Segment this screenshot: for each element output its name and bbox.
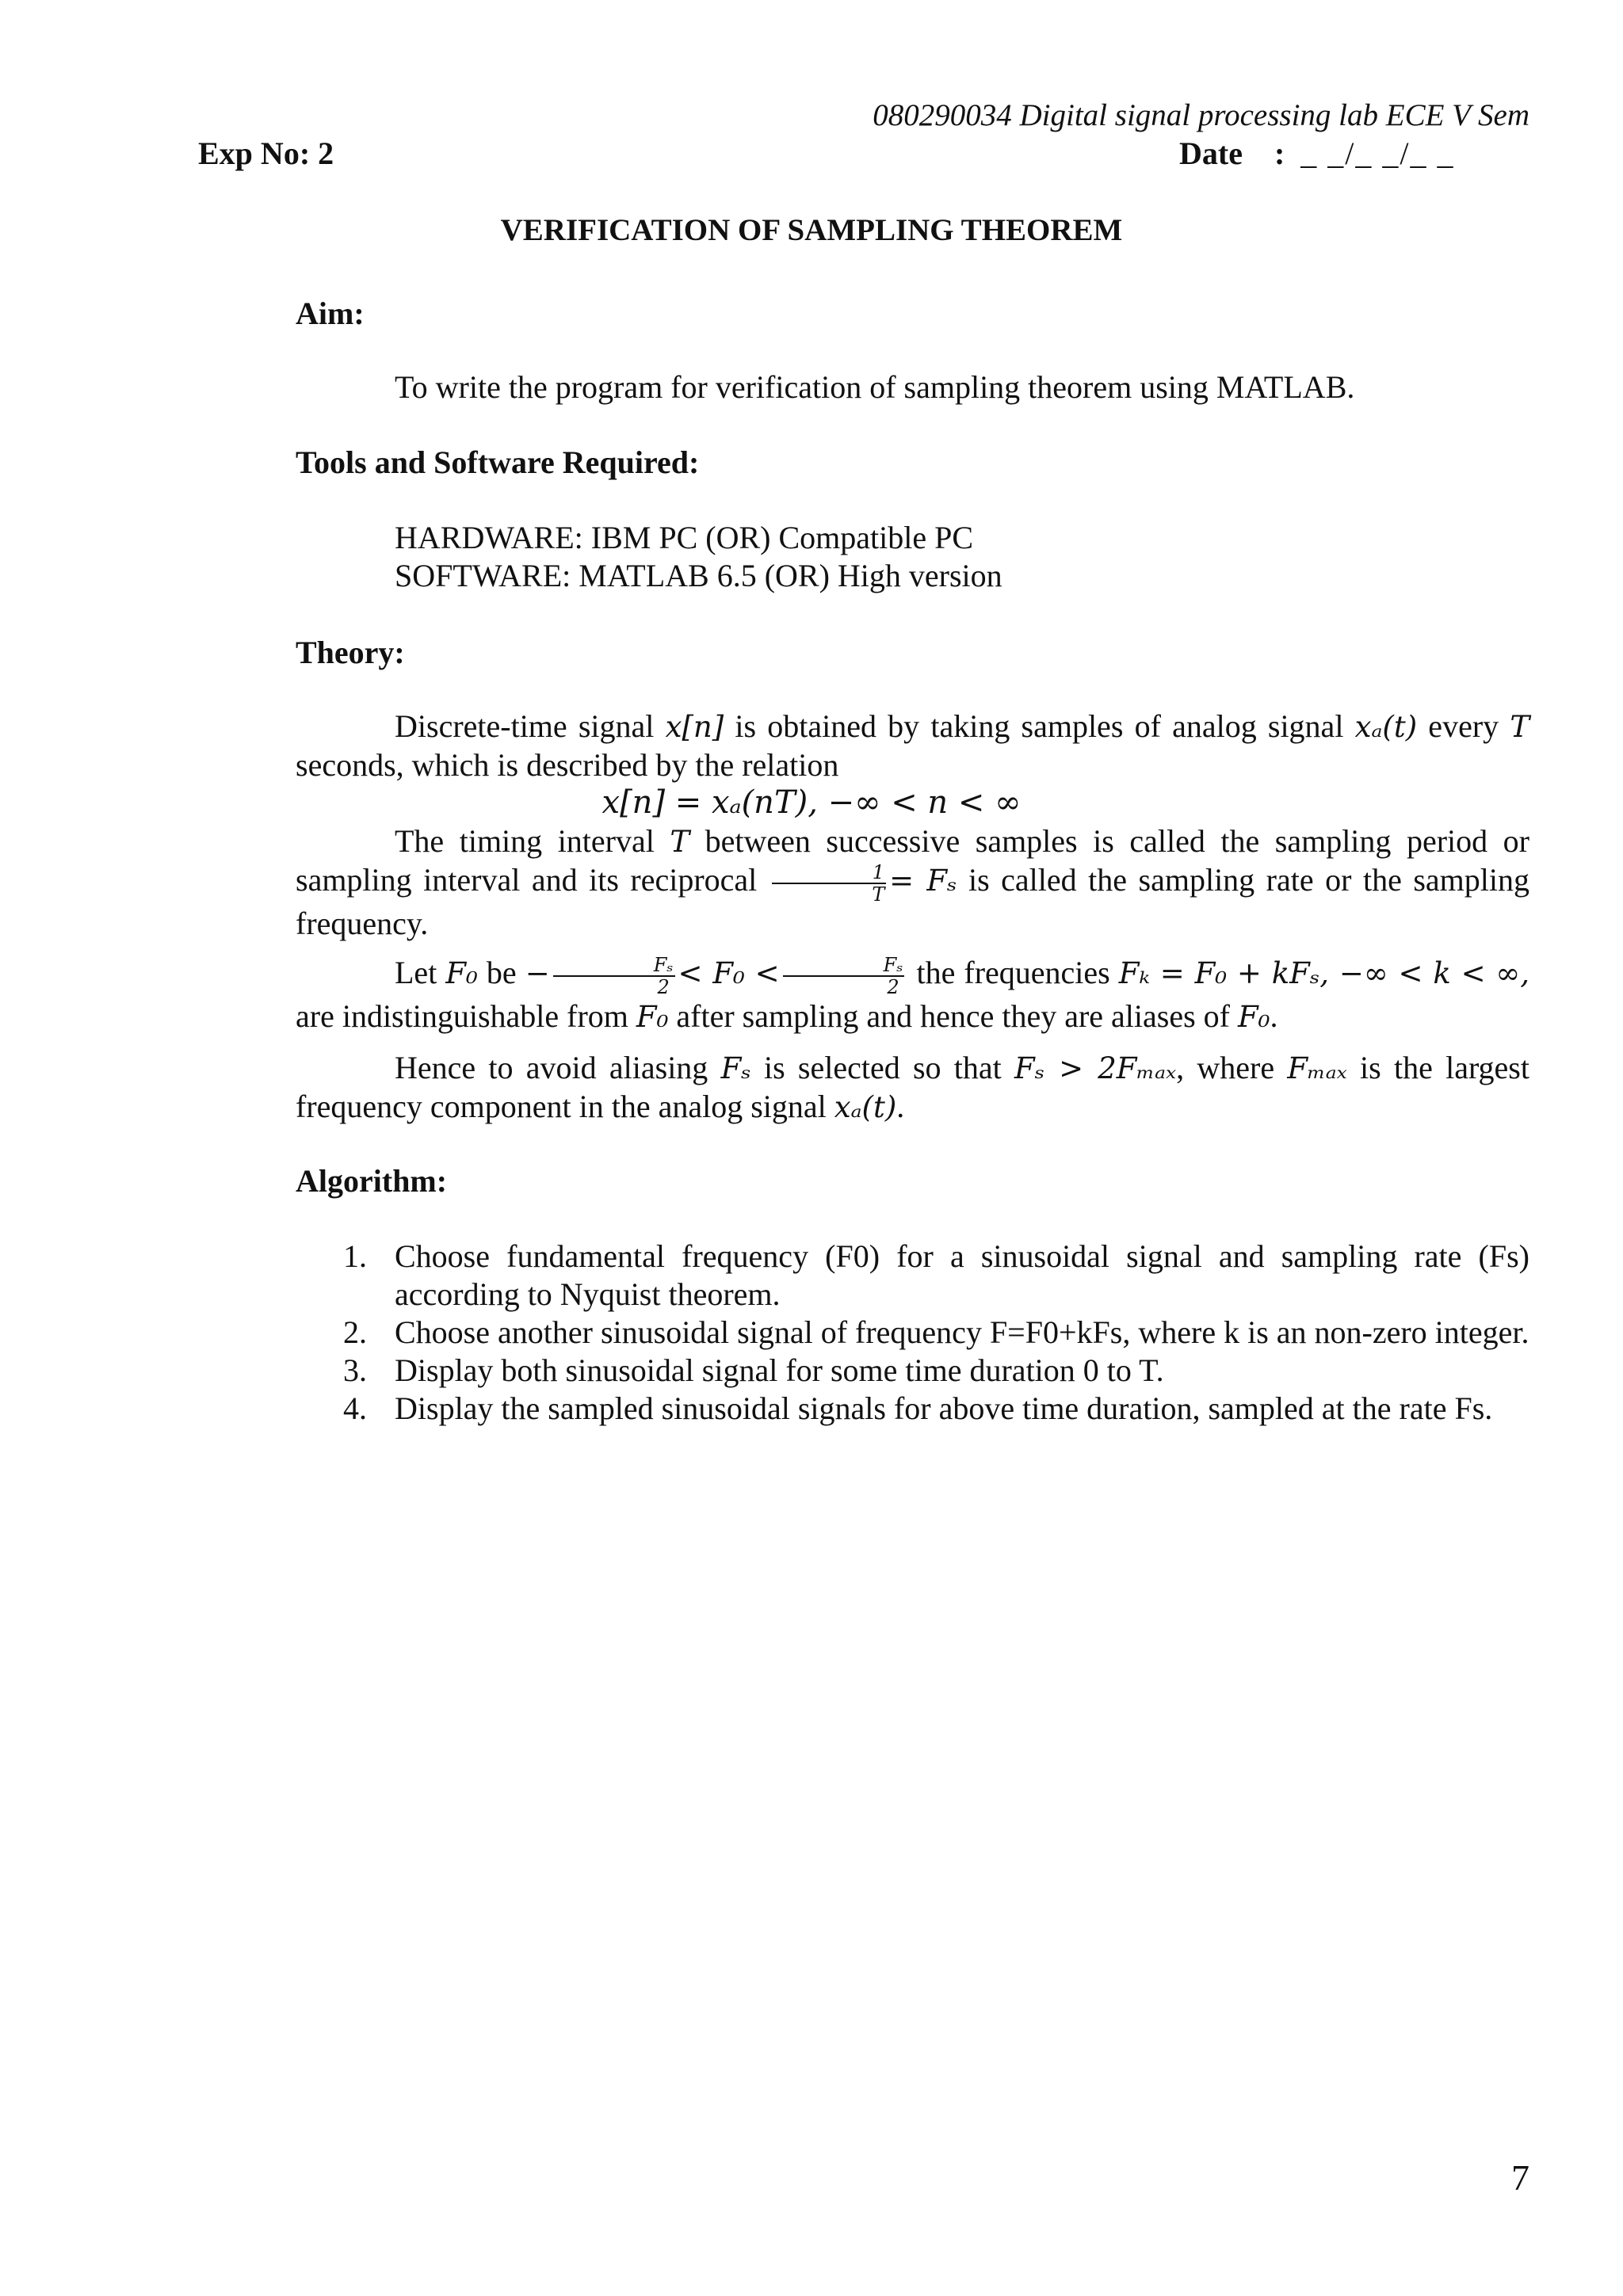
aim-text: To write the program for verification of sampling theorem using MATLAB.	[395, 369, 1355, 405]
course-header: 080290034 Digital signal processing lab ECE V Sem	[873, 98, 1529, 132]
aim-heading: Aim:	[296, 296, 365, 331]
algorithm-list	[296, 1238, 1529, 1428]
list-item: 1. Choose fundamental frequency (F0) for a sinusoidal signal and sampling rate (Fs) according to Nyquist theorem.	[343, 1238, 1529, 1312]
theory-paragraph-2: The timing interval T between successive samples is called the sampling period or sampling interval and its reciprocal $\frac{1}{T}$ = Fₛ is called the sampling rate or the sampling frequency.	[296, 823, 1529, 941]
hardware-line: HARDWARE: IBM PC (OR) Compatible PC	[395, 520, 974, 555]
list-item: 3. Display both sinusoidal signal for some time duration 0 to T.	[343, 1352, 1164, 1388]
tools-heading: Tools and Software Required:	[296, 444, 700, 480]
theory-paragraph-1: Discrete-time signal x[n] is obtained by taking samples of analog signal xₐ(t) every T seconds, which is described by the relation	[296, 708, 1530, 783]
date-field	[1179, 135, 1455, 172]
list-item: 2. Choose another sinusoidal signal of frequency F=F0+kFs, where k is an non-zero integer.	[343, 1314, 1529, 1350]
fraction-1-over-t: $\frac{1}{T}$	[772, 862, 886, 905]
date-colon: :	[1274, 135, 1285, 171]
theory-paragraph-4: Hence to avoid aliasing Fₛ is selected so that Fₛ > 2Fₘₐₓ, where Fₘₐₓ is the largest frequency component in the analog signal xₐ(t).	[296, 1050, 1529, 1124]
theory-heading: Theory:	[296, 635, 405, 670]
experiment-number: Exp No: 2	[198, 135, 334, 171]
fraction-fs-over-2: $\frac{\text{Fₛ}}{2}$	[783, 955, 905, 997]
fraction-fs-over-2: $\frac{\text{Fₛ}}{2}$	[553, 955, 675, 997]
software-line: SOFTWARE: MATLAB 6.5 (OR) High version	[395, 558, 1002, 593]
page-title: VERIFICATION OF SAMPLING THEOREM	[500, 213, 1123, 247]
algorithm-heading: Algorithm:	[296, 1163, 448, 1199]
page-number: 7	[1511, 2157, 1529, 2198]
list-item: 4. Display the sampled sinusoidal signals for above time duration, sampled at the rate Fs.	[343, 1390, 1493, 1426]
date-label: Date	[1179, 135, 1243, 171]
sampling-equation: x[n] = xₐ(nT), −∞ < n < ∞	[601, 784, 1022, 821]
theory-paragraph-3: Let F₀ be − $\frac{\text{Fₛ}}{2}$ < F₀ < $\frac{\text{Fₛ}}{2}$ the frequencies Fₖ = F₀ + kFₛ, −∞ < k < ∞, are indistinguishable from F₀ after sampling and hence they are aliases of F₀.	[296, 953, 1529, 1034]
date-blanks: _ _/_ _/_ _	[1300, 135, 1455, 171]
